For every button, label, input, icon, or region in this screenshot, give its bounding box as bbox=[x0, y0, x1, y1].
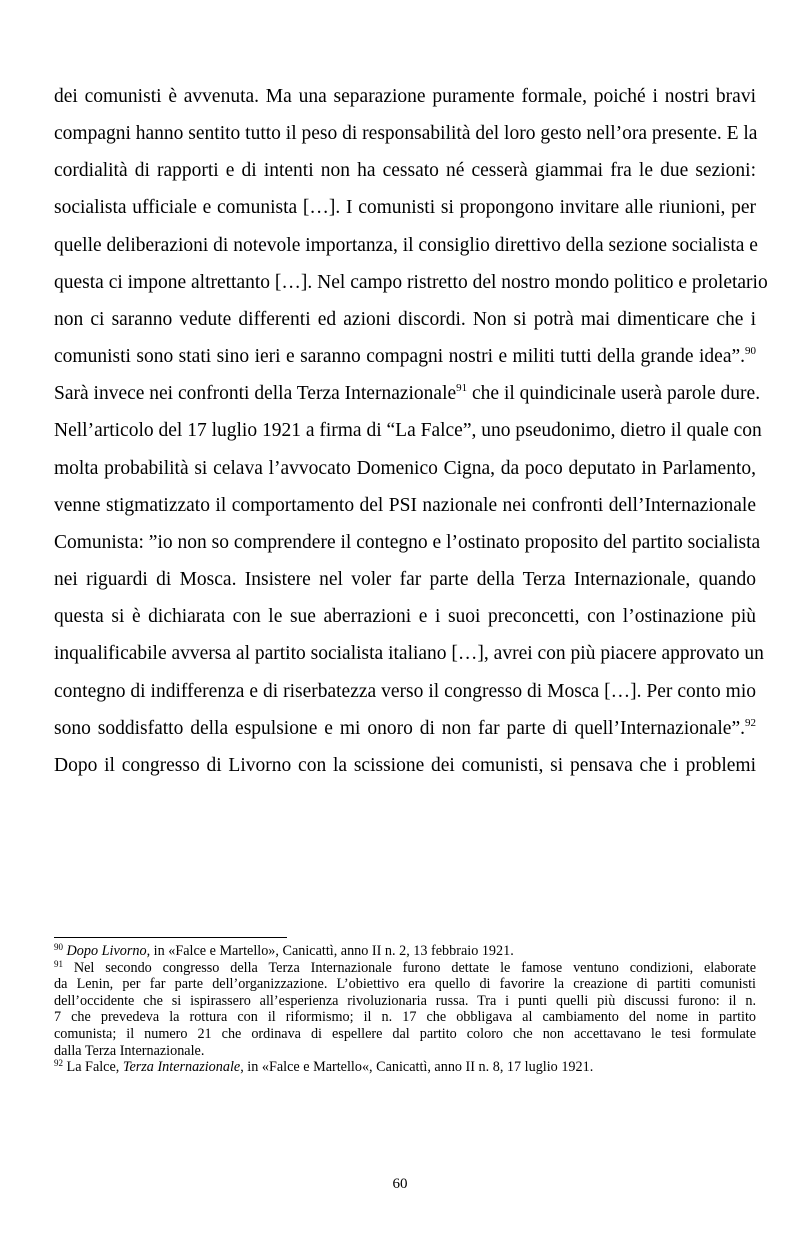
footnote-91-line-1 bbox=[54, 960, 756, 977]
body-line-19: Dopo il congresso di Livorno con la scissione dei comunisti, si pensava che i problemi bbox=[54, 754, 756, 776]
body-line-9 bbox=[54, 375, 761, 412]
page-number: 60 bbox=[392, 1176, 408, 1192]
footnote-91-number: 91 bbox=[54, 958, 63, 969]
footnote-90 bbox=[54, 943, 756, 960]
body-line-15: questa si è dichiarata con le sue aberrazioni e i suoi preconcetti, con l’ostinazione più bbox=[54, 606, 756, 628]
footnote-92-number: 92 bbox=[54, 1058, 63, 1069]
footnote-separator bbox=[54, 937, 287, 938]
footnote-91-line-5: comunista; il numero 21 che ordinava di espellere dal partito coloro che non accettavano le tesi formulate bbox=[54, 1025, 756, 1042]
footnote-ref-90[interactable]: 90 bbox=[745, 345, 756, 358]
footnote-92-title: Terza Internazionale bbox=[122, 1059, 241, 1076]
footnote-ref-91[interactable]: 91 bbox=[456, 382, 468, 395]
body-line-12: venne stigmatizzato il comportamento del PSI nazionale nei confronti dell’Internazionale bbox=[54, 494, 756, 516]
footnote-90-number: 90 bbox=[54, 942, 63, 952]
body-line-18-text: sono soddisfatto della espulsione e mi onoro di non far parte di quell’Internazionale”. bbox=[54, 717, 745, 739]
footnote-ref-92[interactable]: 92 bbox=[745, 716, 756, 729]
body-line-8-text: comunisti sono stati sino ieri e saranno compagni nostri e militi tutti della grande idea”. bbox=[54, 346, 745, 368]
footnote-92-rest: , in «Falce e Martello«, Canicattì, anno II n. 8, 17 luglio 1921. bbox=[240, 1059, 594, 1076]
body-line-5: quelle deliberazioni di notevole importanza, il consiglio direttivo della sezione socialista e bbox=[54, 234, 758, 256]
body-text bbox=[54, 78, 768, 784]
body-line-4: socialista ufficiale e comunista […]. I comunisti si propongono invitare alle riunioni, per bbox=[54, 197, 756, 219]
body-line-2: compagni hanno sentito tutto il peso di responsabilità del loro gesto nell’ora presente. E la bbox=[54, 123, 758, 145]
body-line-10: Nell’articolo del 17 luglio 1921 a firma di “La Falce”, uno pseudonimo, dietro il quale con bbox=[54, 420, 762, 442]
body-line-13: Comunista: ”io non so comprendere il contegno e l’ostinato proposito del partito socialista bbox=[54, 531, 761, 553]
body-line-9-post: che il quindicinale userà parole dure. bbox=[467, 383, 761, 405]
body-line-16: inqualificabile avversa al partito socialista italiano […], avrei con più piacere approvato un bbox=[54, 643, 764, 665]
footnote-91-line-3: dell’occidente che si ispirassero all’esperienza rivoluzionaria russa. Tra i punti quelli più discussi furono: il n. bbox=[54, 992, 756, 1009]
body-line-7: non ci saranno vedute differenti ed azioni discordi. Non si potrà mai dimenticare che i bbox=[54, 308, 756, 330]
footnote-92-pre: La Falce, bbox=[66, 1059, 123, 1076]
footnote-91-line-6: dalla Terza Internazionale. bbox=[54, 1042, 205, 1059]
footnote-91-first: Nel secondo congresso della Terza Internazionale furono dettate le famose ventuno condizioni, elaborate bbox=[73, 959, 756, 976]
footnote-90-title: Dopo Livorno bbox=[66, 943, 147, 959]
body-line-17: contegno di indifferenza e di riserbatezza verso il congresso di Mosca […]. Per conto mio bbox=[54, 680, 756, 702]
body-line-9-pre: Sarà invece nei confronti della Terza Internazionale bbox=[54, 383, 457, 405]
body-line-11: molta probabilità si celava l’avvocato Domenico Cigna, da poco deputato in Parlamento, bbox=[54, 457, 756, 479]
body-line-14: nei riguardi di Mosca. Insistere nel voler far parte della Terza Internazionale, quando bbox=[54, 569, 756, 591]
body-line-6: questa ci impone altrettanto […]. Nel campo ristretto del nostro mondo politico e proletario bbox=[54, 271, 768, 293]
footnote-91-line-2: da Lenin, per far parte dell’organizzazione. L’obiettivo era quello di favorire la creazione di partiti comunisti bbox=[54, 976, 756, 993]
body-line-18 bbox=[54, 710, 756, 747]
footnote-91-line-4: 7 che prevedeva la rottura con il riformismo; il n. 17 che obbligava al cambiamento del nome in partito bbox=[54, 1009, 756, 1026]
footnotes bbox=[54, 943, 756, 1076]
footnote-92 bbox=[54, 1059, 756, 1076]
footnote-90-rest: , in «Falce e Martello», Canicattì, anno II n. 2, 13 febbraio 1921. bbox=[146, 943, 514, 959]
body-line-1: dei comunisti è avvenuta. Ma una separazione puramente formale, poiché i nostri bravi bbox=[54, 86, 756, 107]
body-line-8 bbox=[54, 338, 756, 375]
body-line-3: cordialità di rapporti e di intenti non ha cessato né cesserà giammai fra le due sezioni: bbox=[54, 160, 756, 182]
